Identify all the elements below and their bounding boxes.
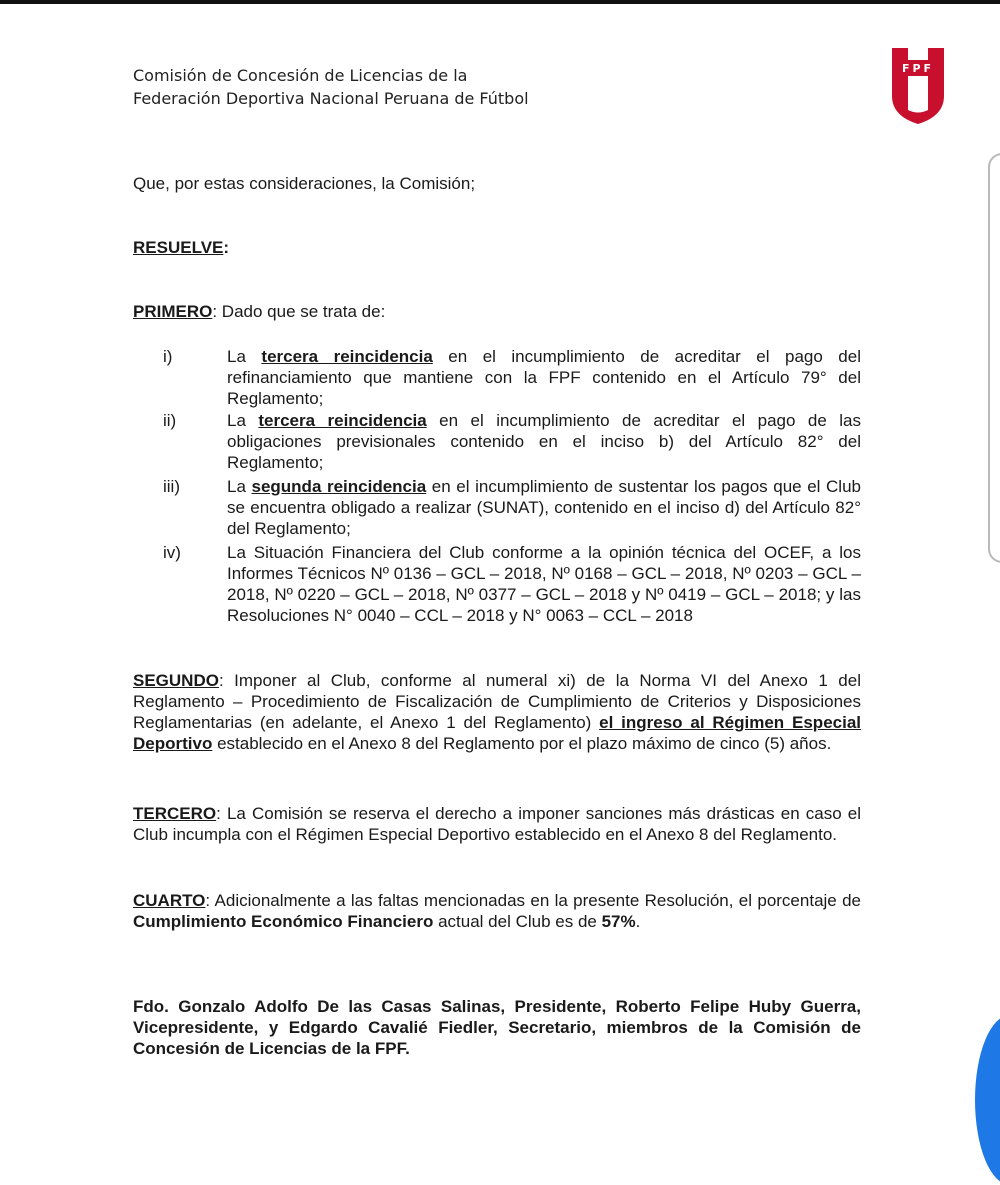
scroll-panel-edge	[988, 153, 1000, 563]
list-number: i)	[163, 347, 173, 366]
resuelve-heading: RESUELVE:	[133, 238, 230, 257]
top-edge	[0, 0, 1000, 4]
cuarto-paragraph: CUARTO: Adicionalmente a las faltas mencionadas en la presente Resolución, el porcentaje de Cumplimiento Económico Financiero actual del Club es de 57%.	[133, 891, 861, 931]
segundo-paragraph: SEGUNDO: Imponer al Club, conforme al numeral xi) de la Norma VI del Anexo 1 del Reglamento – Procedimiento de Fiscalización de Cumplimiento de Criterios y Disposiciones Reglamentarias (en adelante, el Anexo 1 del Reglamento) el ingreso al Régimen Especial Deportivo establecido en el Anexo 8 del Reglamento por el plazo máximo de cinco (5) años.	[133, 671, 861, 753]
segundo-label: SEGUNDO	[133, 671, 219, 690]
svg-text:FPF: FPF	[901, 62, 935, 75]
header-line-1: Comisión de Concesión de Licencias de la	[133, 66, 468, 85]
tercero-label: TERCERO	[133, 804, 217, 823]
cuarto-label: CUARTO	[133, 891, 206, 910]
list-number: ii)	[163, 411, 177, 430]
tercero-paragraph: TERCERO: La Comisión se reserva el derecho a imponer sanciones más drásticas en caso el Club incumpla con el Régimen Especial Deportivo establecido en el Anexo 8 del Reglamento.	[133, 804, 861, 844]
document-header	[133, 64, 529, 110]
primero-paragraph: PRIMERO: Dado que se trata de:	[133, 302, 386, 321]
list-number: iv)	[163, 543, 181, 562]
list-number: iii)	[163, 477, 180, 496]
floating-action-button[interactable]	[975, 1015, 1000, 1185]
signature-block: Fdo. Gonzalo Adolfo De las Casas Salinas, Presidente, Roberto Felipe Huby Guerra, Vicepresidente, y Edgardo Cavalié Fiedler, Secretario, miembros de la Comisión de Concesión de Licencias de la FPF.	[133, 997, 861, 1058]
primero-label: PRIMERO	[133, 302, 213, 321]
header-line-2: Federación Deportiva Nacional Peruana de Fútbol	[133, 89, 529, 108]
intro-paragraph: Que, por estas consideraciones, la Comisión;	[133, 174, 476, 193]
fpf-logo	[884, 44, 952, 128]
